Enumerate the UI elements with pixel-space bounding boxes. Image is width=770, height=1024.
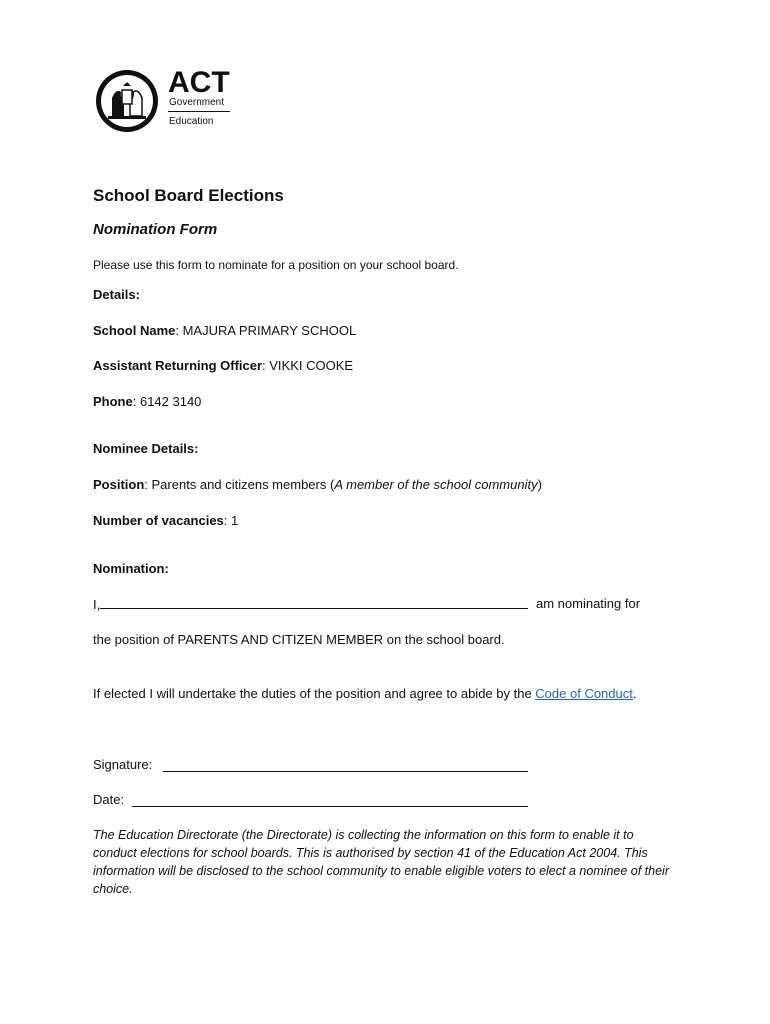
logo-act-text: ACT	[168, 66, 230, 99]
page-subtitle: Nomination Form	[93, 221, 218, 238]
nominee-name-prefix: I,	[93, 597, 101, 612]
phone-row	[93, 394, 201, 409]
nominee-details-heading: Nominee Details:	[93, 441, 199, 456]
date-row	[93, 792, 124, 807]
signature-field[interactable]	[163, 771, 528, 772]
signature-row	[93, 757, 152, 772]
privacy-note: The Education Directorate (the Directorate) is collecting the information on this form to enable it to conduct elections for school boards. This is authorised by section 41 of the Education Act 2004. This information will be disclosed to the school community to enable eligible voters to elect a nominee of their choice.	[93, 828, 670, 896]
position-value: : Parents and citizens members (	[144, 477, 335, 492]
code-of-conduct-link[interactable]: Code of Conduct	[535, 686, 633, 701]
position-statement: the position of PARENTS AND CITIZEN MEMBER on the school board.	[93, 632, 505, 647]
details-heading: Details:	[93, 287, 140, 302]
signature-label: Signature:	[93, 757, 153, 772]
position-label: Position	[93, 477, 145, 492]
nominating-for-text: am nominating for	[536, 596, 641, 611]
aro-row	[93, 358, 353, 373]
vacancies-value: : 1	[223, 513, 239, 528]
page-title: School Board Elections	[93, 186, 284, 205]
phone-value: : 6142 3140	[132, 394, 202, 409]
school-name-value: : MAJURA PRIMARY SCHOOL	[175, 323, 357, 338]
aro-label: Assistant Returning Officer	[93, 358, 263, 373]
nominee-name-row	[93, 596, 528, 612]
date-field[interactable]	[132, 806, 528, 807]
position-row: Position: Parents and citizens members (A member of the school community)	[93, 477, 542, 492]
act-government-education-logo	[94, 68, 234, 134]
school-name-row	[93, 323, 356, 338]
duties-statement: If elected I will undertake the duties of the position and agree to abide by the Code of Conduct.	[93, 686, 637, 701]
logo-divider	[168, 111, 230, 112]
school-name-label: School Name	[93, 323, 176, 338]
position-italic: A member of the school community	[334, 477, 538, 492]
aro-value: : VIKKI COOKE	[262, 358, 354, 373]
logo-government-text: Government	[169, 97, 225, 108]
nomination-heading: Nomination:	[93, 561, 169, 576]
act-coat-of-arms-icon	[94, 68, 160, 134]
phone-label: Phone	[93, 394, 133, 409]
vacancies-row	[93, 513, 238, 528]
nominee-name-field[interactable]	[100, 596, 528, 609]
date-label: Date:	[93, 792, 125, 807]
vacancies-label: Number of vacancies	[93, 513, 224, 528]
intro-text: Please use this form to nominate for a position on your school board.	[93, 258, 459, 272]
logo-education-text: Education	[169, 116, 214, 127]
